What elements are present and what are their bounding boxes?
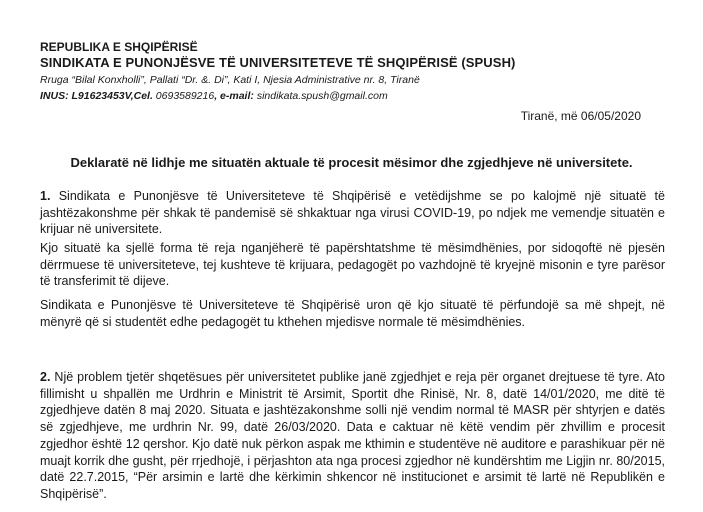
section-number: 1. (40, 189, 51, 203)
organization-heading: SINDIKATA E PUNONJËSVE TË UNIVERSITETEVE TË SHQIPËRISË (SPUSH) (40, 55, 516, 70)
paragraph-text: Një problem tjetër shqetësues për universitetet publike janë zgjedhjet e reja për organet drejtuese të tyre. Ato fillimisht u shpallën me Urdhrin e Ministrit të Arsimit, Sportit dhe Rinisë, Nr. 8, datë 14/01/2020, me ditë të zgjedhjeve datën 8 maj 2020. Situata e jashtëzakonshme solli një vendim normal të MASR për shtyrjen e datës së zgjedhjeve, me urdhrin Nr. 99, datë 26/03/2020. Data e caktuar në këtë vendim për zhvillim e procesit zgjedhor është 12 qershor. Kjo datë nuk përkon aspak me kthimin e studentëve në auditore e parashikuar për në muajt korrik dhe gusht, për rrjedhojë, i përjashton ata nga procesi zgjedhor në kundërshtim me Ligjin nr. 80/2015, datë 22.7.2015, “Për arsimin e lartë dhe kërkimin shkencor në institucionet e arsimit të lartë në Republikën e Shqipërisë”. (40, 370, 665, 501)
paragraph-text: Sindikata e Punonjësve të Universiteteve të Shqipërisë e vetëdijshme se po kalojmë një situatë të jashtëzakonshme për shkak të pandemisë së shkaktuar nga virusi COVID-19, po ndjek me vemendje situatën e krijuar në universitete. (40, 189, 665, 237)
cel-value: 0693589216 (155, 90, 215, 102)
paragraph-3 (40, 297, 665, 330)
date-line: Tiranë, më 06/05/2020 (520, 109, 641, 123)
paragraph-2 (40, 240, 665, 290)
paragraph-1 (40, 188, 665, 238)
paragraph-4 (40, 369, 665, 503)
contact-line (40, 90, 388, 102)
section-number: 2. (40, 370, 51, 384)
address-line: Rruga “Bilal Konxholli”, Pallati “Dr. &. Di”, Kati I, Njesia Administrative nr. 8, Tiranë (40, 74, 420, 86)
email-value: sindikata.spush@gmail.com (256, 90, 388, 102)
document-title: Deklaratë në lidhje me situatën aktuale të procesit mësimor dhe zgjedhjeve në universitete. (70, 155, 633, 170)
paragraph-text: Sindikata e Punonjësve të Universiteteve të Shqipërisë uron që kjo situatë të përfundojë sa më shpejt, në mënyrë që si studentët edhe pedagogët tu kthehen mjedisve normale të mësimdhënies. (40, 298, 665, 329)
country-heading: REPUBLIKA E SHQIPËRISË (40, 40, 198, 54)
cel-label: ,Cel. (130, 90, 153, 102)
inus-value: L91623453V (71, 90, 131, 102)
email-label: , e-mail: (214, 90, 254, 102)
paragraph-text: Kjo situatë ka sjellë forma të reja nganjëherë të papërshtatshme të mësimdhënies, por sidoqoftë në pjesën dërrmuese të universiteteve, tej kushteve të krijuara, pedagogët po vazhdojnë të kryejnë misonin e tyre parësor të transferimit të dijeve. (40, 241, 665, 289)
inus-label: INUS: (40, 90, 69, 102)
